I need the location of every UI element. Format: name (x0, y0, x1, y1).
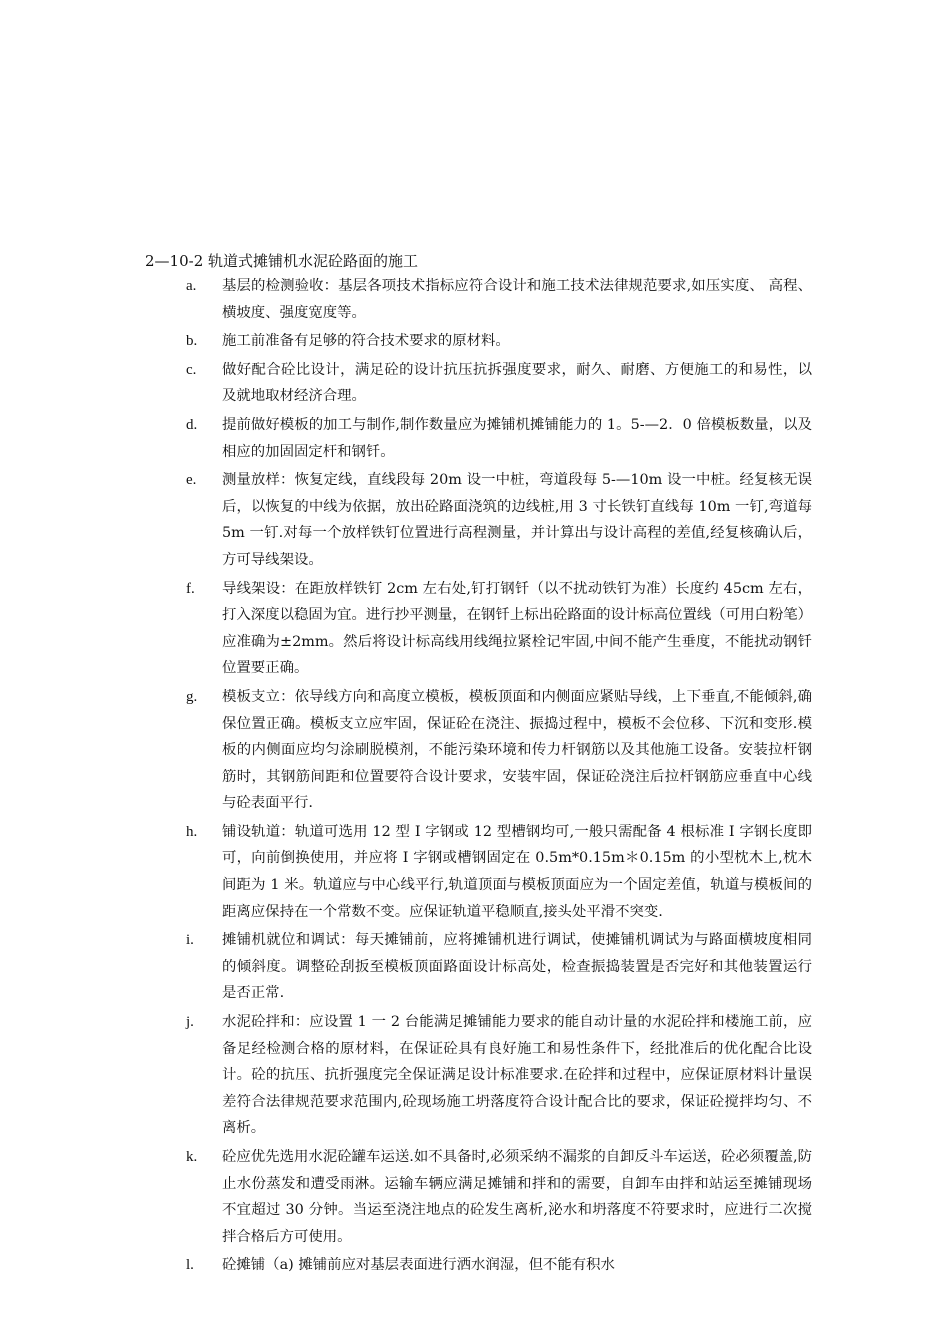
list-marker: l. (186, 1257, 194, 1274)
list-item-text: 模板支立：依导线方向和高度立模板，模板顶面和内侧面应紧贴导线，上下垂直,不能倾斜,确保位置正确。模板支立应牢固，保证砼在浇注、振捣过程中，模板不会位移、下沉和变形.模板的内侧面应均匀涂刷脱模剂，不能污染环境和传力杆钢筋以及其他施工设备。安装拉杆钢筋时，其钢筋间距和位置要符合设计要求，安装牢固，保证砼浇注后拉杆钢筋应垂直中心线与砼表面平行. (222, 688, 812, 812)
list-item-text: 砼应优先选用水泥砼罐车运送.如不具备时,必须采纳不漏浆的自卸反斗车运送，砼必须覆盖,防止水份蒸发和遭受雨淋。运输车辆应满足摊铺和拌和的需要，自卸车由拌和站运至摊铺现场不宜超过 30 分钟。当运至浇注地点的砼发生离析,泌水和坍落度不符要求时，应进行二次搅拌合格后方可使用。 (222, 1149, 812, 1245)
list-marker: b. (186, 333, 198, 350)
list-item-d (0, 412, 950, 465)
list-marker: j. (186, 1014, 194, 1031)
list-item-text: 做好配合砼比设计，满足砼的设计抗压抗拆强度要求，耐久、耐磨、方便施工的和易性，以及就地取材经济合理。 (222, 361, 812, 405)
list-item-l (0, 1252, 950, 1279)
list-item-text: 测量放样：恢复定线，直线段每 20m 设一中桩，弯道段每 5-—10m 设一中桩。经复核无误后，以恢复的中线为依据，放出砼路面浇筑的边线桩,用 3 寸长铁钉直线每 10m 一钉,弯道每 5m 一钉.对每一个放样铁钉位置进行高程测量，并计算出与设计高程的差值,经复核确认后，方可导线架设。 (222, 472, 812, 568)
list-marker: h. (186, 823, 198, 840)
list-item-a (0, 273, 950, 326)
list-marker: k. (186, 1149, 198, 1165)
list-item-j (0, 1009, 950, 1142)
list-marker: e. (186, 472, 197, 489)
list-item-i (0, 927, 950, 1007)
list-marker: i. (186, 932, 194, 949)
list-marker: g. (186, 688, 198, 705)
list-item-text: 摊铺机就位和调试：每天摊铺前，应将摊铺机进行调试，使摊铺机调试为与路面横坡度相同的倾斜度。调整砼刮扳至模板顶面路面设计标高处，检查振捣装置是否完好和其他装置运行是否正常. (222, 932, 812, 1002)
list-item-text: 铺设轨道：轨道可选用 12 型 I 字钢或 12 型槽钢均可,一般只需配备 4 根标准 I 字钢长度即可，向前倒换使用，并应将 I 字钢或槽钢固定在 0.5m*0.15m＊0.15m 的小型枕木上,枕木间距为 1 米。轨道应与中心线平行,轨道顶面与模板顶面应为一个固定差值，轨道与模板间的距离应保持在一个常数不变。应保证轨道平稳顺直,接头处平滑不突变. (222, 823, 812, 920)
list-marker: f. (186, 580, 195, 597)
list-item-text: 导线架设：在距放样铁钉 2cm 左右处,钉打钢钎（以不扰动铁钉为准）长度约 45cm 左右，打入深度以稳固为宜。进行抄平测量，在钢钎上标出砼路面的设计标高位置线（可用白粉笔）应准确为±2mm。然后将设计标高线用线绳拉紧栓记牢固,中间不能产生垂度，不能扰动钢钎位置要正确。 (222, 580, 813, 677)
list-item-c (0, 357, 950, 410)
list-item-g (0, 684, 950, 817)
list-item-e (0, 467, 950, 573)
list-item-b (0, 328, 950, 355)
list-item-text: 砼摊铺（a) 摊铺前应对基层表面进行洒水润湿，但不能有积水 (222, 1257, 615, 1274)
list-item-h (0, 819, 950, 925)
list-item-text: 提前做好模板的加工与制作,制作数量应为摊铺机摊铺能力的 1。5-—2．0 倍模板数量，以及相应的加固固定杆和钢钎。 (222, 416, 812, 460)
list-item-text: 水泥砼拌和：应设置 1 一 2 台能满足摊铺能力要求的能自动计量的水泥砼拌和楼施工前，应备足经检测合格的原材料，在保证砼具有良好施工和易性条件下，经批准后的优化配合比设计。砼的抗压、抗折强度完全保证满足设计标准要求.在砼拌和过程中，应保证原材料计量误差符合法律规范要求范围内,砼现场施工坍落度符合设计配合比的要求，保证砼搅拌均匀、不离析。 (222, 1014, 812, 1137)
list-item-f (0, 576, 950, 682)
list-item-text: 基层的检测验收：基层各项技术指标应符合设计和施工技术法律规范要求,如压实度、 高程、横坡度、强度宽度等。 (222, 278, 812, 321)
list-marker: d. (186, 416, 198, 433)
list-marker: a. (186, 278, 197, 294)
list-marker: c. (186, 361, 197, 378)
list-item-k (0, 1144, 950, 1250)
procedure-list (0, 273, 950, 1281)
section-heading: 2—10-2 轨道式摊铺机水泥砼路面的施工 (145, 252, 419, 270)
list-item-text: 施工前准备有足够的符合技术要求的原材料。 (222, 333, 510, 350)
